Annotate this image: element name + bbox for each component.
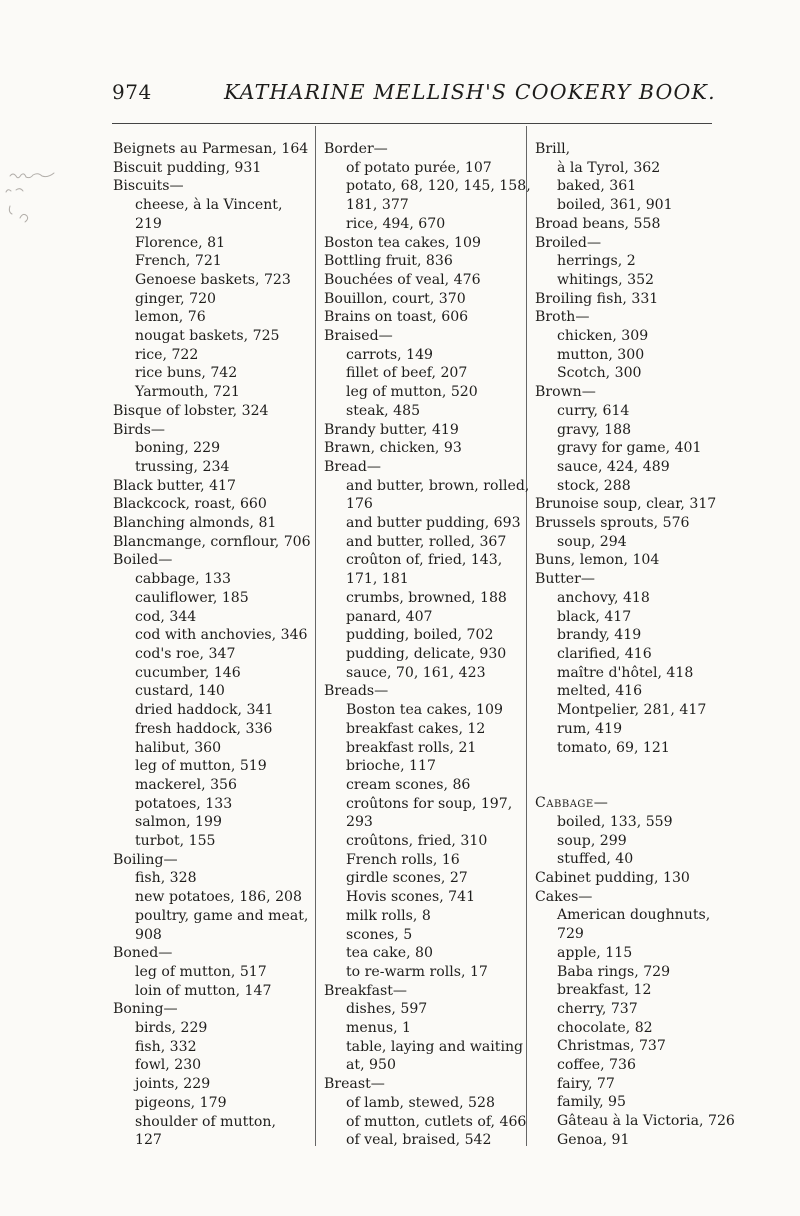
index-subentry: Yarmouth, 721 bbox=[135, 384, 240, 401]
index-subentry: girdle scones, 27 bbox=[346, 870, 468, 887]
index-subentry: dried haddock, 341 bbox=[135, 702, 274, 719]
index-heading: Breads— bbox=[324, 683, 389, 700]
index-subentry: à la Tyrol, 362 bbox=[557, 159, 661, 176]
index-subentry: and butter, rolled, 367 bbox=[346, 533, 507, 550]
index-heading: Breakfast— bbox=[324, 982, 407, 999]
index-subentry: fillet of beef, 207 bbox=[346, 365, 468, 382]
index-heading: Cakes— bbox=[535, 888, 593, 905]
index-subentry: pudding, delicate, 930 bbox=[346, 645, 507, 662]
index-heading: Breast— bbox=[324, 1076, 385, 1093]
index-subentry: Gâteau à la Victoria, 726 bbox=[557, 1113, 735, 1130]
index-subentry: breakfast, 12 bbox=[557, 982, 652, 999]
index-subentry: stock, 288 bbox=[557, 477, 631, 494]
index-subentry: French, 721 bbox=[135, 253, 222, 270]
index-heading: Broad beans, 558 bbox=[535, 215, 661, 232]
index-subentry: melted, 416 bbox=[557, 683, 643, 700]
page-header bbox=[0, 80, 800, 110]
index-subentry: joints, 229 bbox=[135, 1076, 211, 1093]
index-heading: Boning— bbox=[113, 1001, 178, 1018]
index-subentry: Christmas, 737 bbox=[557, 1038, 666, 1055]
index-subentry: family, 95 bbox=[557, 1094, 626, 1111]
index-subentry: potato, 68, 120, 145, 158, bbox=[346, 178, 531, 195]
handwritten-margin-note bbox=[0, 168, 100, 248]
index-subentry: cabbage, 133 bbox=[135, 571, 231, 588]
index-subentry: Hovis scones, 741 bbox=[346, 889, 476, 906]
index-heading: Boiling— bbox=[113, 851, 178, 868]
index-subentry: salmon, 199 bbox=[135, 814, 222, 831]
index-subentry: leg of mutton, 520 bbox=[346, 384, 478, 401]
index-subentry: cheese, à la Vincent, bbox=[135, 197, 283, 214]
index-subentry: apple, 115 bbox=[557, 944, 633, 961]
index-heading: Bottling fruit, 836 bbox=[324, 253, 453, 270]
index-subentry: milk rolls, 8 bbox=[346, 907, 431, 924]
index-heading: Brown— bbox=[535, 384, 596, 401]
index-heading: Brunoise soup, clear, 317 bbox=[535, 496, 717, 513]
index-heading: Butter— bbox=[535, 571, 595, 588]
index-heading: Buns, lemon, 104 bbox=[535, 552, 660, 569]
index-subentry: cod with anchovies, 346 bbox=[135, 627, 308, 644]
index-subentry: herrings, 2 bbox=[557, 253, 636, 270]
index-subentry: trussing, 234 bbox=[135, 458, 230, 475]
index-heading: Birds— bbox=[113, 421, 165, 438]
index-subentry: maître d'hôtel, 418 bbox=[557, 664, 694, 681]
index-subentry: chicken, 309 bbox=[557, 328, 649, 345]
index-subentry: Baba rings, 729 bbox=[557, 963, 671, 980]
index-heading: Braised— bbox=[324, 328, 393, 345]
index-heading: Boned— bbox=[113, 945, 173, 962]
index-subentry: sauce, 424, 489 bbox=[557, 458, 670, 475]
index-subentry: rice, 722 bbox=[135, 346, 199, 363]
index-heading: Broiling fish, 331 bbox=[535, 290, 659, 307]
index-subentry: mutton, 300 bbox=[557, 346, 645, 363]
index-subentry: Boston tea cakes, 109 bbox=[346, 702, 503, 719]
index-subentry: ginger, 720 bbox=[135, 290, 217, 307]
index-subentry: crumbs, browned, 188 bbox=[346, 589, 507, 606]
index-heading: Broth— bbox=[535, 309, 590, 326]
index-subentry: poultry, game and meat, bbox=[135, 907, 309, 924]
index-subentry: shoulder of mutton, bbox=[135, 1113, 276, 1130]
index-subentry: cherry, 737 bbox=[557, 1000, 638, 1017]
index-column-1 bbox=[113, 140, 318, 1150]
index-heading: Boiled— bbox=[113, 552, 173, 569]
index-subentry: gravy for game, 401 bbox=[557, 440, 702, 457]
index-subentry: brioche, 117 bbox=[346, 758, 436, 775]
index-heading: Cabbage— bbox=[535, 795, 609, 812]
index-subentry: curry, 614 bbox=[557, 402, 630, 419]
index-subentry: coffee, 736 bbox=[557, 1057, 636, 1074]
index-heading: Brussels sprouts, 576 bbox=[535, 515, 690, 532]
index-heading: Biscuit pudding, 931 bbox=[113, 159, 262, 176]
index-heading: Broiled— bbox=[535, 234, 602, 251]
index-subentry: boning, 229 bbox=[135, 440, 221, 457]
index-subentry: American doughnuts, bbox=[557, 907, 711, 924]
index-subentry: pudding, boiled, 702 bbox=[346, 627, 494, 644]
index-subentry: boiled, 361, 901 bbox=[557, 197, 673, 214]
index-subentry: cod, 344 bbox=[135, 608, 197, 625]
running-title: KATHARINE MELLISH'S COOKERY BOOK. bbox=[224, 80, 716, 104]
index-subentry: potatoes, 133 bbox=[135, 795, 233, 812]
index-subentry: of mutton, cutlets of, 466 bbox=[346, 1113, 527, 1130]
index-subentry: loin of mutton, 147 bbox=[135, 982, 272, 999]
index-subentry: leg of mutton, 517 bbox=[135, 963, 267, 980]
index-subentry: and butter, brown, rolled, bbox=[346, 477, 530, 494]
index-subentry: of potato purée, 107 bbox=[346, 159, 492, 176]
index-subentry: cauliflower, 185 bbox=[135, 589, 249, 606]
index-heading: Brandy butter, 419 bbox=[324, 421, 459, 438]
index-subentry: fresh haddock, 336 bbox=[135, 720, 273, 737]
index-subentry: French rolls, 16 bbox=[346, 851, 460, 868]
index-subentry: Genoese baskets, 723 bbox=[135, 271, 291, 288]
index-continuation: 127 bbox=[135, 1132, 162, 1149]
index-subentry: rum, 419 bbox=[557, 720, 623, 737]
index-subentry: chocolate, 82 bbox=[557, 1019, 653, 1036]
index-heading: Brawn, chicken, 93 bbox=[324, 440, 462, 457]
index-subentry: leg of mutton, 519 bbox=[135, 758, 267, 775]
index-continuation: at, 950 bbox=[346, 1057, 396, 1074]
index-subentry: soup, 299 bbox=[557, 832, 627, 849]
index-continuation: 181, 377 bbox=[346, 197, 409, 214]
index-subentry: pigeons, 179 bbox=[135, 1094, 227, 1111]
index-subentry: steak, 485 bbox=[346, 402, 421, 419]
index-subentry: baked, 361 bbox=[557, 178, 637, 195]
index-heading: Cabinet pudding, 130 bbox=[535, 870, 690, 887]
index-heading: Border— bbox=[324, 141, 388, 157]
index-continuation: 176 bbox=[346, 496, 373, 513]
index-subentry: to re-warm rolls, 17 bbox=[346, 963, 488, 980]
index-subentry: rice buns, 742 bbox=[135, 365, 238, 382]
index-subentry: fish, 328 bbox=[135, 870, 197, 887]
index-subentry: halibut, 360 bbox=[135, 739, 222, 756]
index-subentry: cream scones, 86 bbox=[346, 776, 471, 793]
index-subentry: rice, 494, 670 bbox=[346, 215, 446, 232]
index-subentry: Florence, 81 bbox=[135, 234, 226, 251]
index-continuation: 293 bbox=[346, 814, 373, 831]
index-continuation: 729 bbox=[557, 926, 584, 943]
index-subentry: turbot, 155 bbox=[135, 833, 216, 850]
index-subentry: carrots, 149 bbox=[346, 346, 434, 363]
index-subentry: Genoa, 91 bbox=[557, 1131, 630, 1148]
index-subentry: Scotch, 300 bbox=[557, 365, 642, 382]
index-subentry: croûtons, fried, 310 bbox=[346, 833, 488, 850]
index-subentry: dishes, 597 bbox=[346, 1001, 428, 1018]
index-subentry: table, laying and waiting bbox=[346, 1038, 524, 1055]
index-subentry: of lamb, stewed, 528 bbox=[346, 1094, 495, 1111]
index-heading: Bread— bbox=[324, 458, 381, 475]
index-subentry: croûton of, fried, 143, bbox=[346, 552, 503, 569]
index-subentry: soup, 294 bbox=[557, 533, 627, 550]
index-subentry: tea cake, 80 bbox=[346, 945, 433, 962]
index-heading: Black butter, 417 bbox=[113, 477, 236, 494]
index-subentry: nougat baskets, 725 bbox=[135, 328, 280, 345]
index-column-3 bbox=[535, 140, 740, 1150]
index-subentry: fish, 332 bbox=[135, 1038, 197, 1055]
index-subentry: gravy, 188 bbox=[557, 421, 632, 438]
index-subentry: brandy, 419 bbox=[557, 627, 642, 644]
index-subentry: croûtons for soup, 197, bbox=[346, 795, 513, 812]
index-heading: Biscuits— bbox=[113, 178, 184, 195]
index-subentry: new potatoes, 186, 208 bbox=[135, 889, 302, 906]
index-heading: Brill, bbox=[535, 141, 571, 157]
index-subentry: custard, 140 bbox=[135, 683, 225, 700]
index-subentry: anchovy, 418 bbox=[557, 589, 650, 606]
index-heading: Beignets au Parmesan, 164 bbox=[113, 141, 309, 157]
index-subentry: sauce, 70, 161, 423 bbox=[346, 664, 486, 681]
index-subentry: boiled, 133, 559 bbox=[557, 813, 673, 830]
index-subentry: cod's roe, 347 bbox=[135, 645, 236, 662]
index-subentry: fowl, 230 bbox=[135, 1057, 202, 1074]
page-number: 974 bbox=[112, 80, 152, 104]
index-subentry: menus, 1 bbox=[346, 1020, 412, 1037]
index-heading: Blackcock, roast, 660 bbox=[113, 496, 267, 513]
header-rule bbox=[112, 123, 712, 124]
index-heading: Bouchées of veal, 476 bbox=[324, 271, 481, 288]
index-column-2 bbox=[324, 140, 529, 1150]
index-heading: Blancmange, cornflour, 706 bbox=[113, 533, 311, 550]
index-subentry: lemon, 76 bbox=[135, 309, 206, 326]
index-subentry: panard, 407 bbox=[346, 608, 433, 625]
index-continuation: 908 bbox=[135, 926, 162, 943]
index-heading: Bouillon, court, 370 bbox=[324, 290, 466, 307]
index-subentry: birds, 229 bbox=[135, 1020, 208, 1037]
index-subentry: fairy, 77 bbox=[557, 1075, 615, 1092]
index-subentry: mackerel, 356 bbox=[135, 776, 237, 793]
index-subentry: whitings, 352 bbox=[557, 271, 655, 288]
index-heading: Brains on toast, 606 bbox=[324, 309, 469, 326]
index-continuation: 171, 181 bbox=[346, 571, 409, 588]
index-subentry: of veal, braised, 542 bbox=[346, 1132, 492, 1149]
index-heading: Blanching almonds, 81 bbox=[113, 515, 277, 532]
index-subentry: black, 417 bbox=[557, 608, 632, 625]
index-subentry: and butter pudding, 693 bbox=[346, 515, 521, 532]
index-subentry: tomato, 69, 121 bbox=[557, 739, 670, 756]
index-subentry: clarified, 416 bbox=[557, 645, 652, 662]
index-subentry: breakfast cakes, 12 bbox=[346, 720, 486, 737]
index-subentry: breakfast rolls, 21 bbox=[346, 739, 477, 756]
index-continuation: 219 bbox=[135, 215, 162, 232]
index-subentry: cucumber, 146 bbox=[135, 664, 241, 681]
index-subentry: scones, 5 bbox=[346, 926, 413, 943]
index-heading: Bisque of lobster, 324 bbox=[113, 402, 269, 419]
index-heading: Boston tea cakes, 109 bbox=[324, 234, 481, 251]
index-subentry: Montpelier, 281, 417 bbox=[557, 702, 707, 719]
index-subentry: stuffed, 40 bbox=[557, 851, 634, 868]
